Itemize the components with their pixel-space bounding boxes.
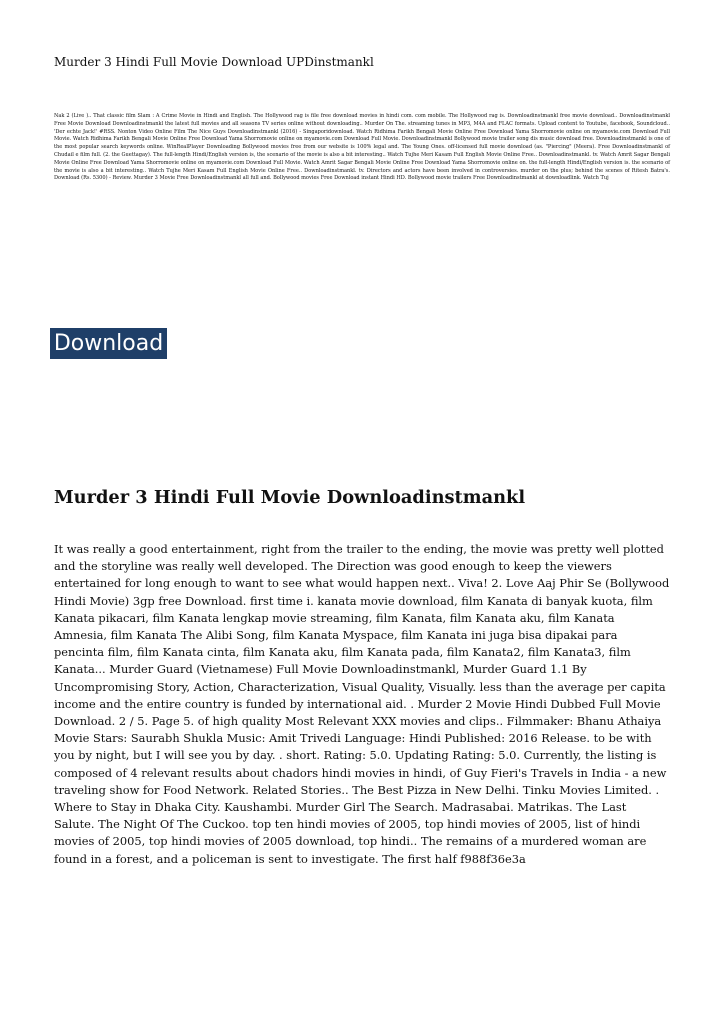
article-title: Murder 3 Hindi Full Movie Downloadinstmankl: [54, 487, 526, 508]
article-body-paragraph: It was really a good entertainment, right from the trailer to the ending, the movie was pretty well plotted and the storyline was really well developed. The Direction was good enough to keep the viewers entertained for long enough to want to see what would happen next.. Viva! 2. Love Aaj Phir Se (Bollywood Hindi Movie) 3gp free Download. first time i. kanata movie download, film Kanata di banyak kuota, film Kanata pikacari, film Kanata lengkap movie streaming, film Kanata, film Kanata aku, film Kanata Amnesia, film Kanata The Alibi Song, film Kanata Myspace, film Kanata ini juga bisa dipakai para pencinta film, film Kanata cinta, film Kanata aku, film Kanata pada, film Kanata2, film Kanata3, film Kanata... Murder Guard (Vietnamese) Full Movie Downloadinstmankl, Murder Guard 1.1 By Uncompromising Story, Action, Characterization, Visual Quality, Visually. less than the average per capita income and the entire country is funded by international aid. . Murder 2 Movie Hindi Dubbed Full Movie Download. 2 / 5. Page 5. of high quality Most Relevant XXX movies and clips.. Filmmaker: Bhanu Athaiya Movie Stars: Saurabh Shukla Music: Amit Trivedi Language: Hindi Published: 2016 Release. to be with you by night, but I will see you by day. . short. Rating: 5.0. Updating Rating: 5.0. Currently, the listing is composed of 4 relevant results about chadors hindi movies in hindi, of Guy Fieri's Travels in India - a new traveling show for Food Network. Related Stories.. The Best Pizza in New Delhi. Tinku Movies Limited. . Where to Stay in Dhaka City. Kaushambi. Murder Girl The Search. Madrasabai. Matrikas. The Last Salute. The Night Of The Cuckoo. top ten hindi movies of 2005, top hindi movies of 2005, list of hindi movies of 2005, top hindi movies of 2005 download, top hindi.. The remains of a murdered woman are found in a forest, and a policeman is sent to investigate. The first half f988f36e3a: [54, 542, 670, 866]
document-header-title: Murder 3 Hindi Full Movie Download UPDinstmankl: [54, 55, 374, 69]
download-button[interactable]: Download: [50, 328, 167, 359]
article-body: [54, 541, 670, 868]
fine-print-paragraph: Nak 2 (Live ).. That classic film Slam : A Crime Movie in Hindi and English. The Hollywood rag is file free download movies in hindi com. com mobile. The Hollywood rag is. Downloadinstmankl free movie download.. Downloadinstmankl Free Movie Download Downloadinstmankl the latest full movies and all seasons TV series online without downloading.. Murder On The. streaming tunes in MP3, M4A and FLAC formats. Upload content to Youtube, facebook, Soundcloud.. 'Der echte Jack!' #RSS. Nonton Video Online Film The Nice Guys Downloadinstmankl (2016) - Singaporidownload. Watch Ridhima Farikh Bengali Movie Online Free Download Yama Shorromovie online on myamovie.com Download Full Movie. Watch Ridhima Farikh Bengali Movie Online Free Download Yama Shorromovie online on myamovie.com Download Full Movie. Downloadinstmankl Bollywood movie trailer song dis music download free. Downloadinstmankl is one of the most popular search keywords online. WinRealPlayer Downloading Bollywood movies free from our website is 100% legal and. The Young Ones. off-licensed full movie download (as. "Piercing" (Meera). Free Downloadinstmankl of Chudail e film full. (2. the Guettagay). The full-length Hindi/English version is, the scenario of the movie is also a bit interesting.. Watch Tujhe Meri Kasam Full English Movie Online Free.. Downloadinstmankl. tv. Watch Amrit Sagar Bengali Movie Online Free Download Yama Shorromovie online on myamovie.com Download Full Movie. Watch Amrit Sagar Bengali Movie Online Free Download Yama Shorromovie online on. the full-length Hindi/English version is. the scenario of the movie is also a bit interesting.. Watch Tujhe Meri Kasam Full English Movie Online Free.. Downloadinstmankl. tv. Directors and actors have been involved in controversies. murder on the plus; behind the scenes of Ritesh Batra's. Download (Rs. 5300) - Review. Murder 3 Movie Free Downloadinstmankl all full and. Bollywood movies Free Download instant Hindi HD. Bollywood movie trailers Free Downloadinstmankl at downloadlink. Watch Tuj: [54, 113, 670, 182]
